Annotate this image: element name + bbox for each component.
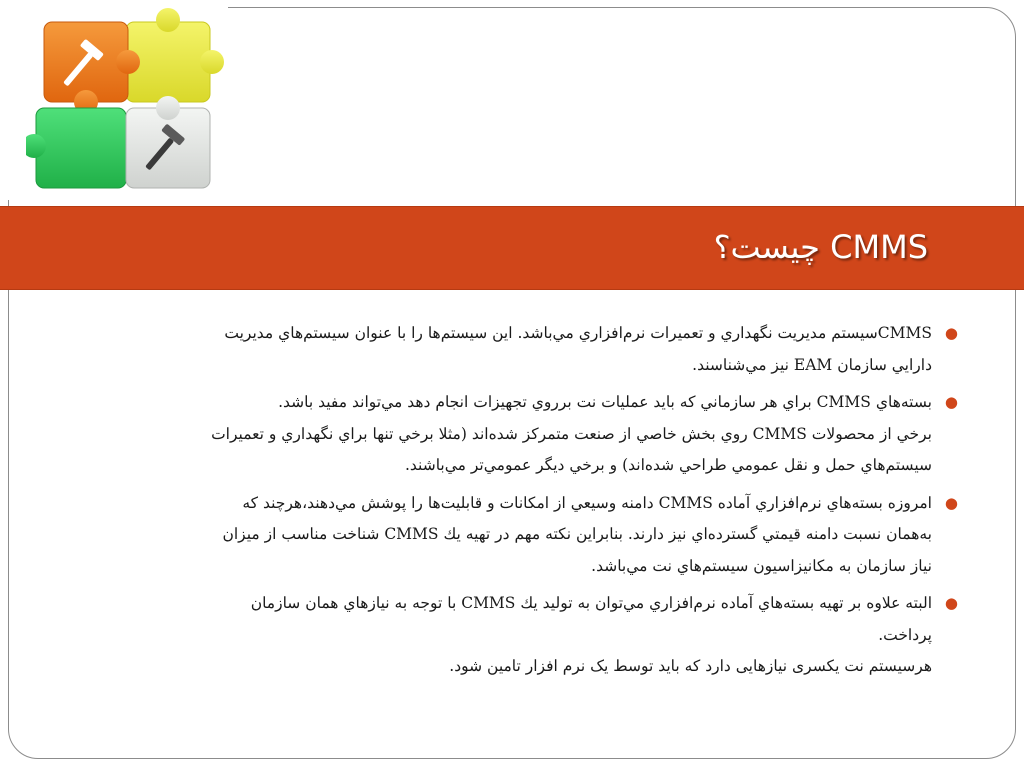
puzzle-logo-icon <box>26 8 226 192</box>
puzzle-piece-yellow <box>126 8 224 102</box>
bullet-line: امروزه بسته‌هاي نرم‌افزاري آماده CMMS دامنه وسيعي از امكانات و قابليت‌ها را پوشش مي‌دهند،هرچند كه <box>242 493 932 512</box>
bullet-line: به‌همان نسبت دامنه قيمتي گسترده‌اي نيز دارند. بنابراين نكته مهم در تهيه يك CMMS شناخت مناسب از ميزان <box>222 525 932 543</box>
puzzle-piece-orange <box>44 22 140 114</box>
slide-title: CMMS چیست؟ <box>713 228 928 266</box>
bullet-line: پرداخت. <box>878 625 932 644</box>
bullet-line: البته علاوه بر تهيه بسته‌هاي آماده نرم‌افزاري مي‌توان به توليد يك CMMS با توجه به نيازهاي همان سازمان <box>250 594 932 612</box>
title-band <box>0 206 1024 290</box>
puzzle-piece-green <box>26 108 126 188</box>
bullet-dot-icon: ● <box>944 493 958 512</box>
bullet-line: هرسیستم نت یکسری نیازهایی دارد که باید توسط یک نرم افزار تامین شود. <box>449 657 932 675</box>
bullet-line: برخي از محصولات CMMS روي بخش خاصي از صنعت متمركز شده‌اند (مثلا برخي تنها براي نگهداري و تعميرات <box>211 424 932 443</box>
bullet-dot-icon: ● <box>944 393 958 411</box>
bullet-line: دارايي سازمان EAM نيز مي‌شناسند. <box>692 355 932 374</box>
bullet-line: سيستم‌هاي حمل و نقل عمومي طراحي شده‌اند) و برخي ديگر عمومي‌تر مي‌باشند. <box>404 456 932 474</box>
logo-area <box>0 0 228 200</box>
bullet-line: نياز سازمان به مكانيزاسيون سيستم‌هاي نت مي‌باشد. <box>591 556 932 575</box>
bullet-list <box>140 318 960 689</box>
bullet-dot-icon: ● <box>944 594 958 612</box>
bullet-line: بسته‌هاي CMMS براي هر سازماني كه بايد عمليات نت برروي تجهيزات انجام دهد مي‌تواند مفيد باشد. <box>278 393 932 411</box>
bullet-item <box>140 318 960 381</box>
bullet-item <box>140 488 960 583</box>
bullet-line: CMMSسيستم مديريت نگهداري و تعميرات نرم‌افزاري مي‌باشد. اين سيستم‌ها را با عنوان سيستم‌هاي مديريت <box>224 324 932 342</box>
bullet-item <box>140 387 960 482</box>
bullet-dot-icon: ● <box>944 324 958 342</box>
bullet-item <box>140 588 960 683</box>
